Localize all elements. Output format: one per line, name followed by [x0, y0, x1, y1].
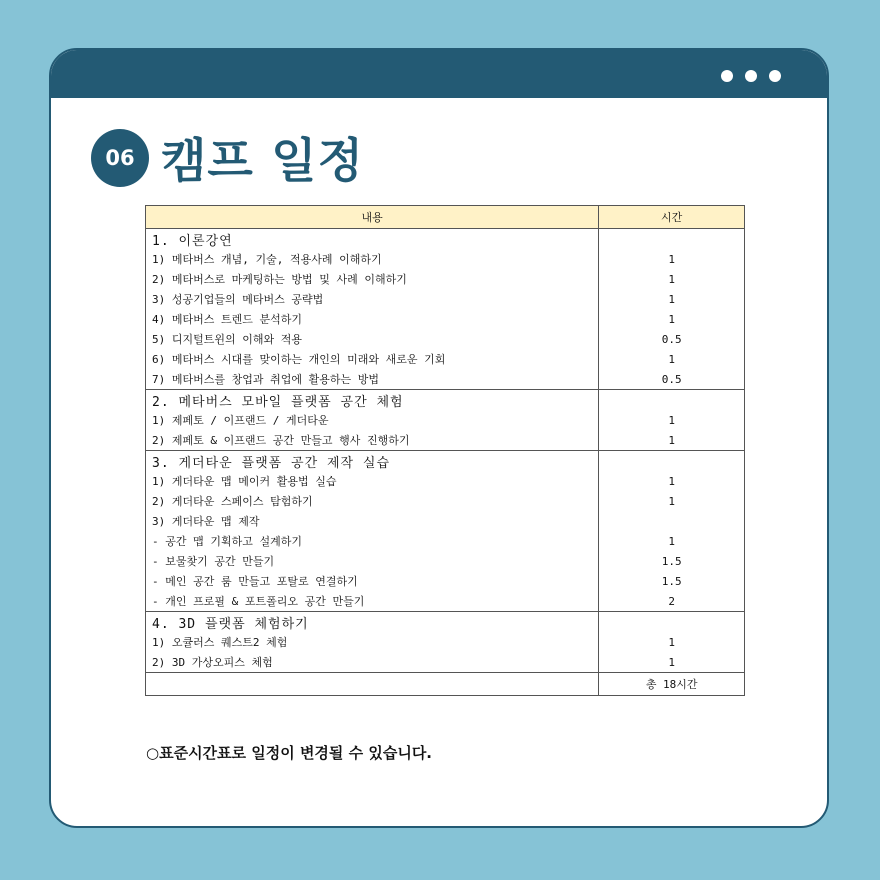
- row-hours: 1: [599, 632, 745, 652]
- table-row: [146, 531, 745, 551]
- table-row: [146, 632, 745, 652]
- row-content: 4) 메타버스 트렌드 분석하기: [146, 309, 599, 329]
- row-hours: 1: [599, 349, 745, 369]
- window-dot-icon[interactable]: [721, 70, 733, 82]
- row-hours: 1: [599, 430, 745, 451]
- table-row: [146, 491, 745, 511]
- window-controls: [721, 70, 781, 82]
- section-title: 2. 메타버스 모바일 플랫폼 공간 체험: [146, 390, 599, 411]
- row-content: 2) 메타버스로 마케팅하는 방법 및 사례 이해하기: [146, 269, 599, 289]
- row-content: 1) 메타버스 개념, 기술, 적용사례 이해하기: [146, 249, 599, 269]
- row-hours: 0.5: [599, 329, 745, 349]
- page-title: 캠프 일정: [161, 134, 364, 189]
- row-hours: 1: [599, 410, 745, 430]
- table-row: [146, 369, 745, 390]
- schedule-note: ○표준시간표로 일정이 변경될 수 있습니다.: [146, 744, 433, 762]
- table-row: [146, 410, 745, 430]
- table-row: [146, 571, 745, 591]
- title-bar: [51, 50, 827, 98]
- window-dot-icon[interactable]: [745, 70, 757, 82]
- row-hours: 1: [599, 491, 745, 511]
- row-content: 1) 제페토 / 이프랜드 / 게더타운: [146, 410, 599, 430]
- table-row: [146, 309, 745, 329]
- section-row: [146, 229, 745, 250]
- row-content: - 메인 공간 룸 만들고 포탈로 연결하기: [146, 571, 599, 591]
- table-row: [146, 349, 745, 369]
- row-content: - 보물찾기 공간 만들기: [146, 551, 599, 571]
- section-hours: [599, 390, 745, 411]
- row-hours: [599, 511, 745, 531]
- section-number-badge: 06: [91, 129, 149, 187]
- table-row: [146, 289, 745, 309]
- row-hours: 1: [599, 269, 745, 289]
- section-row: [146, 612, 745, 633]
- row-content: 2) 3D 가상오피스 체험: [146, 652, 599, 673]
- row-hours: 1: [599, 531, 745, 551]
- row-hours: 1: [599, 289, 745, 309]
- table-row: [146, 591, 745, 612]
- table-row: [146, 269, 745, 289]
- row-hours: 2: [599, 591, 745, 612]
- row-content: 2) 게더타운 스페이스 탐험하기: [146, 491, 599, 511]
- section-title: 4. 3D 플랫폼 체험하기: [146, 612, 599, 633]
- row-content: 6) 메타버스 시대를 맞이하는 개인의 미래와 새로운 기회: [146, 349, 599, 369]
- window-dot-icon[interactable]: [769, 70, 781, 82]
- section-title: 1. 이론강연: [146, 229, 599, 250]
- row-hours: 1: [599, 471, 745, 491]
- row-hours: 1: [599, 309, 745, 329]
- section-row: [146, 451, 745, 472]
- header-time: 시간: [599, 206, 745, 229]
- table-row: [146, 329, 745, 349]
- row-content: 5) 디지털트윈의 이해와 적용: [146, 329, 599, 349]
- table-row: [146, 551, 745, 571]
- row-content: - 공간 맵 기획하고 설계하기: [146, 531, 599, 551]
- row-hours: 1: [599, 652, 745, 673]
- row-content: 3) 게더타운 맵 제작: [146, 511, 599, 531]
- total-row: [146, 673, 745, 696]
- row-content: - 개인 프로필 & 포트폴리오 공간 만들기: [146, 591, 599, 612]
- row-content: 7) 메타버스를 창업과 취업에 활용하는 방법: [146, 369, 599, 390]
- row-hours: 1.5: [599, 551, 745, 571]
- section-heading: [91, 124, 364, 191]
- table-header-row: [146, 206, 745, 229]
- row-content: 3) 성공기업들의 메타버스 공략법: [146, 289, 599, 309]
- row-content: 1) 게더타운 맵 메이커 활용법 실습: [146, 471, 599, 491]
- table-row: [146, 652, 745, 673]
- row-hours: 1: [599, 249, 745, 269]
- table-row: [146, 471, 745, 491]
- table-row: [146, 249, 745, 269]
- schedule-table: [145, 205, 745, 696]
- section-hours: [599, 229, 745, 250]
- table-row: [146, 511, 745, 531]
- table-row: [146, 430, 745, 451]
- section-hours: [599, 612, 745, 633]
- row-hours: 1.5: [599, 571, 745, 591]
- row-content: 2) 제페토 & 이프랜드 공간 만들고 행사 진행하기: [146, 430, 599, 451]
- row-content: 1) 오큘러스 퀘스트2 체험: [146, 632, 599, 652]
- section-hours: [599, 451, 745, 472]
- total-hours: 총 18시간: [599, 673, 745, 696]
- total-empty-cell: [146, 673, 599, 696]
- row-hours: 0.5: [599, 369, 745, 390]
- section-row: [146, 390, 745, 411]
- header-content: 내용: [146, 206, 599, 229]
- section-title: 3. 게더타운 플랫폼 공간 제작 실습: [146, 451, 599, 472]
